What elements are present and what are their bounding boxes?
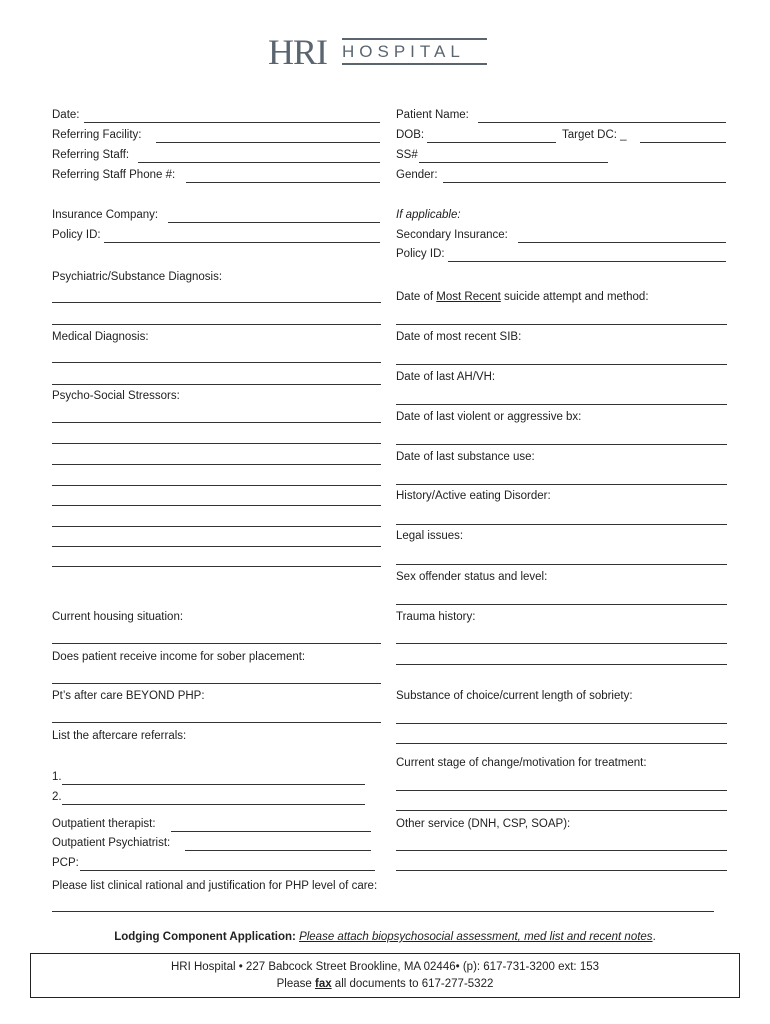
insurance-company-label: Insurance Company: [52,209,159,221]
psych-diagnosis-field-1[interactable] [52,302,381,303]
insurance-company-field[interactable] [168,222,380,223]
pcp-field[interactable] [80,870,375,871]
after-care-label: Pt’s after care BEYOND PHP: [52,690,205,702]
aftercare-referrals-label: List the aftercare referrals: [52,730,187,742]
secondary-policy-id-field[interactable] [448,261,726,262]
violent-field[interactable] [396,444,727,445]
policy-id-label: Policy ID: [52,229,101,241]
suicide-underlined: Most Recent [436,291,501,303]
lodging-period: . [652,931,656,943]
psycho-social-field-3[interactable] [52,464,381,465]
pcp-label: PCP: [52,857,79,869]
violent-label: Date of last violent or aggressive bx: [396,411,582,423]
target-dc-field[interactable] [640,142,726,143]
dob-field[interactable] [427,142,556,143]
policy-id-field[interactable] [104,242,380,243]
ss-field[interactable] [419,162,608,163]
stage-change-field-2[interactable] [396,810,727,811]
secondary-policy-id-label: Policy ID: [396,248,445,260]
referring-facility-field[interactable] [156,142,380,143]
psych-diagnosis-label: Psychiatric/Substance Diagnosis: [52,271,223,283]
lodging-note [0,931,770,943]
target-dc-label: Target DC: _ [562,129,627,141]
fax-word: fax [314,978,332,990]
if-applicable-label: If applicable: [396,209,461,221]
outpatient-therapist-label: Outpatient therapist: [52,818,156,830]
sex-offender-label: Sex offender status and level: [396,571,548,583]
psych-diagnosis-field-2[interactable] [52,324,381,325]
income-field[interactable] [52,683,381,684]
referring-facility-label: Referring Facility: [52,129,142,141]
psycho-social-field-7[interactable] [52,546,381,547]
secondary-insurance-field[interactable] [518,242,726,243]
date-field[interactable] [84,122,380,123]
justification-field[interactable] [52,911,714,912]
trauma-field-1[interactable] [396,643,727,644]
substance-choice-label: Substance of choice/current length of sobriety: [396,690,633,702]
referring-staff-phone-field[interactable] [186,182,380,183]
psycho-social-field-4[interactable] [52,485,381,486]
suicide-attempt-field[interactable] [396,324,727,325]
other-service-field-2[interactable] [396,870,727,871]
housing-label: Current housing situation: [52,611,184,623]
sex-offender-field[interactable] [396,604,727,605]
dob-label: DOB: [396,129,425,141]
outpatient-psychiatrist-label: Outpatient Psychiatrist: [52,837,171,849]
substance-choice-field-2[interactable] [396,743,727,744]
referral-2-field[interactable] [62,804,365,805]
contact-footer-box [30,953,740,998]
legal-issues-label: Legal issues: [396,530,464,542]
logo-bar-bottom [342,63,487,65]
medical-diagnosis-field-2[interactable] [52,384,381,385]
psycho-social-label: Psycho-Social Stressors: [52,390,180,402]
sib-field[interactable] [396,364,727,365]
suicide-pre: Date of [396,291,437,303]
trauma-label: Trauma history: [396,611,476,623]
referring-staff-phone-label: Referring Staff Phone #: [52,169,176,181]
fax-post: all documents to 617-277-5322 [331,978,494,990]
outpatient-psychiatrist-field[interactable] [185,850,371,851]
suicide-attempt-label [396,291,649,303]
psycho-social-field-8[interactable] [52,566,381,567]
legal-issues-field[interactable] [396,564,727,565]
medical-diagnosis-field-1[interactable] [52,362,381,363]
footer-fax [31,978,739,990]
lodging-instructions: Please attach biopsychosocial assessment, med list and recent notes [299,931,653,943]
ss-label: SS# [396,149,418,161]
psycho-social-field-5[interactable] [52,505,381,506]
stage-change-label: Current stage of change/motivation for treatment: [396,757,647,769]
medical-diagnosis-label: Medical Diagnosis: [52,331,149,343]
stage-change-field-1[interactable] [396,790,727,791]
other-service-field-1[interactable] [396,850,727,851]
housing-field[interactable] [52,643,381,644]
justification-label: Please list clinical rational and justification for PHP level of care: [52,880,378,892]
logo-brand: HRI [268,32,327,72]
substance-use-field[interactable] [396,484,727,485]
logo-word: HOSPITAL [342,42,465,61]
income-label: Does patient receive income for sober placement: [52,651,306,663]
referral-1-field[interactable] [62,784,365,785]
footer-address: HRI Hospital • 227 Babcock Street Brookline, MA 02446• (p): 617-731-3200 ext: 153 [170,961,600,973]
gender-field[interactable] [443,182,726,183]
referral-1-label: 1. [52,771,62,783]
other-service-label: Other service (DNH, CSP, SOAP): [396,818,571,830]
eating-disorder-field[interactable] [396,524,727,525]
referring-staff-field[interactable] [138,162,380,163]
lodging-label: Lodging Component Application: [114,931,296,943]
patient-name-field[interactable] [478,122,726,123]
ahvh-field[interactable] [396,404,727,405]
ahvh-label: Date of last AH/VH: [396,371,496,383]
referring-staff-label: Referring Staff: [52,149,130,161]
psycho-social-field-1[interactable] [52,422,381,423]
gender-label: Gender: [396,169,438,181]
referral-2-label: 2. [52,791,62,803]
fax-pre: Please [276,978,315,990]
patient-name-label: Patient Name: [396,109,469,121]
suicide-post: suicide attempt and method: [500,291,649,303]
substance-use-label: Date of last substance use: [396,451,535,463]
outpatient-therapist-field[interactable] [171,831,371,832]
psycho-social-field-2[interactable] [52,443,381,444]
hri-hospital-logo [268,32,490,72]
substance-choice-field-1[interactable] [396,723,727,724]
after-care-field[interactable] [52,722,381,723]
secondary-insurance-label: Secondary Insurance: [396,229,508,241]
logo-bar-top [342,38,487,40]
eating-disorder-label: History/Active eating Disorder: [396,490,551,502]
psycho-social-field-6[interactable] [52,526,381,527]
date-label: Date: [52,109,80,121]
sib-label: Date of most recent SIB: [396,331,522,343]
trauma-field-2[interactable] [396,664,727,665]
